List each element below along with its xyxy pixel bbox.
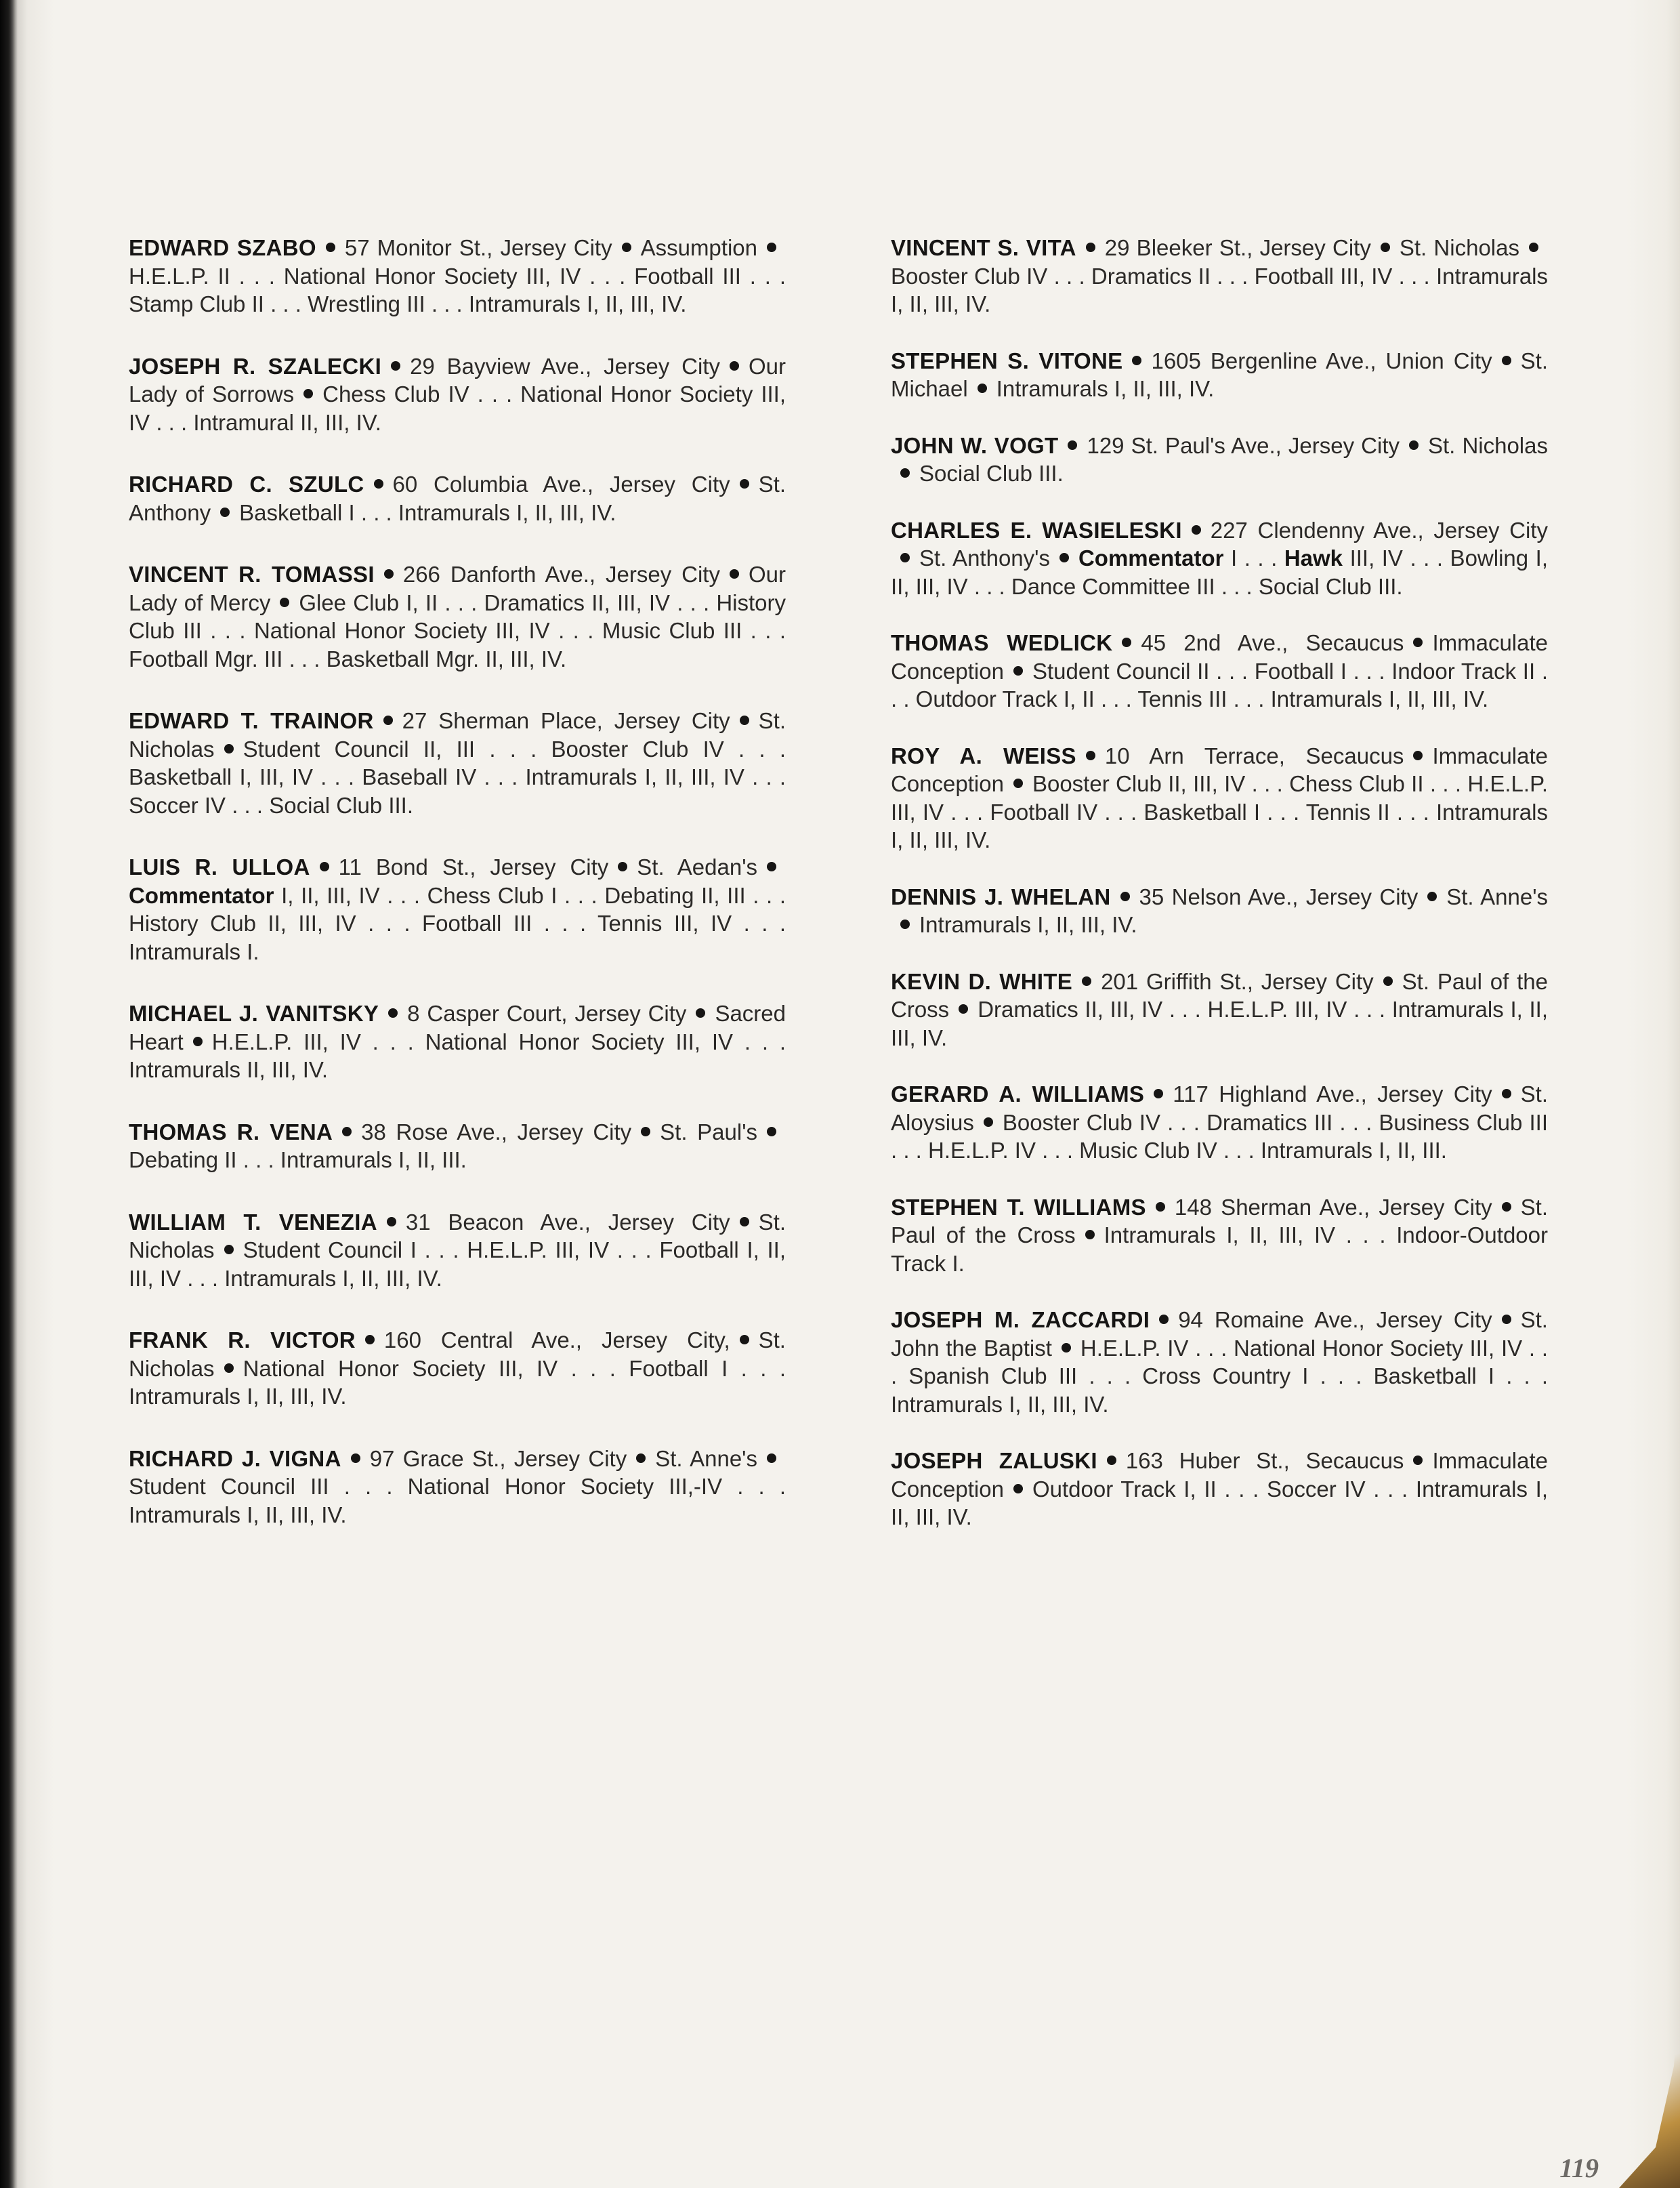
parish: St. Anne's [1446, 884, 1548, 909]
bullet-icon [1013, 1484, 1023, 1493]
address: 45 2nd Ave., Secaucus [1141, 630, 1404, 655]
address: 29 Bayview Ave., Jersey City [410, 353, 720, 379]
senior-entry [129, 1208, 786, 1293]
activities: Dramatics II, III, IV . . . H.E.L.P. III, IV . . . Intramurals I, II, III, IV. [891, 997, 1548, 1050]
address: 148 Sherman Ave., Jersey City [1174, 1194, 1492, 1220]
bullet-icon [1159, 1315, 1169, 1324]
bullet-icon [1107, 1456, 1116, 1465]
activities: I, II, III, IV . . . Chess Club I . . . Debating II, III . . . History Club II, III, IV . . . Football III . . . Tennis III, IV . . . Intramurals I. [129, 882, 786, 964]
parish: St. Nicholas [129, 1209, 786, 1262]
senior-entry [891, 234, 1548, 318]
senior-entry [891, 1447, 1548, 1531]
activity-bold: Commentator [129, 882, 274, 908]
parish: Immaculate Conception [891, 1448, 1548, 1502]
bullet-icon [1086, 751, 1095, 760]
right-column [891, 234, 1548, 1560]
parish: Immaculate Conception [891, 743, 1548, 796]
parish: St. Aedan's [637, 854, 757, 880]
student-name: LUIS R. ULLOA [129, 854, 310, 880]
student-name: EDWARD SZABO [129, 235, 316, 260]
address: 27 Sherman Place, Jersey City [402, 708, 730, 733]
senior-entry [129, 352, 786, 437]
parish: St. Anthony [129, 472, 786, 525]
bullet-icon [1086, 243, 1095, 252]
bullet-icon [730, 361, 739, 371]
activities: Chess Club IV . . . National Honor Society III, IV . . . Intramural II, III, IV. [129, 381, 786, 435]
parish: St. Michael [891, 348, 1548, 401]
student-name: JOSEPH R. SZALECKI [129, 353, 382, 379]
activities: Intramurals I, II, III, IV . . . Indoor-Outdoor Track I. [891, 1222, 1548, 1276]
bullet-icon [1154, 1089, 1163, 1098]
parish: St. Anthony's [919, 545, 1050, 571]
senior-entry [129, 1445, 786, 1529]
activities: H.E.L.P. III, IV . . . National Honor Society III, IV . . . Intramurals II, III, IV. [129, 1029, 786, 1082]
senior-entry [129, 707, 786, 819]
activities: Social Club III. [919, 461, 1064, 486]
bullet-icon [618, 862, 627, 871]
student-name: VINCENT R. TOMASSI [129, 562, 375, 587]
activities: H.E.L.P. II . . . National Honor Society III, IV . . . Football III . . . Stamp Club II . . . Wrestling III . . . Intramurals I, II, III, IV. [129, 263, 786, 316]
bullet-icon [374, 479, 383, 489]
bullet-icon [1059, 553, 1069, 562]
bullet-icon [900, 553, 910, 562]
student-name: STEPHEN T. WILLIAMS [891, 1194, 1146, 1220]
parish: Our Lady of Sorrows [129, 353, 786, 407]
bullet-icon [1068, 440, 1077, 450]
bullet-icon [767, 243, 776, 252]
bullet-icon [1409, 440, 1419, 450]
bullet-icon [636, 1453, 646, 1463]
bullet-icon [1082, 976, 1091, 986]
senior-entry [891, 1306, 1548, 1418]
address: 266 Danforth Ave., Jersey City [402, 562, 720, 587]
parish: St. Anne's [655, 1445, 757, 1471]
activities: Student Council III . . . National Honor Society III,-IV . . . Intramurals I, II, III, IV. [129, 1474, 786, 1527]
bullet-icon [978, 384, 987, 393]
bullet-icon [696, 1008, 705, 1018]
student-name: JOSEPH ZALUSKI [891, 1448, 1097, 1473]
bullet-icon [900, 920, 910, 929]
bullet-icon [1413, 1456, 1423, 1465]
bullet-icon [320, 862, 329, 871]
bullet-icon [984, 1117, 993, 1127]
page-corner-edge [1619, 1985, 1680, 2188]
bullet-icon [1502, 1089, 1511, 1098]
address: 1605 Bergenline Ave., Union City [1151, 348, 1492, 373]
address: 129 St. Paul's Ave., Jersey City [1087, 432, 1400, 458]
parish: St. Aloysius [891, 1081, 1548, 1135]
senior-entry [129, 470, 786, 527]
activities: III, IV . . . Bowling I, II, III, IV . . . Dance Committee III . . . Social Club III. [891, 545, 1548, 599]
bullet-icon [1413, 638, 1423, 647]
bullet-icon [1381, 243, 1390, 252]
activities: Debating II . . . Intramurals I, II, III. [129, 1147, 467, 1172]
senior-entry [891, 1193, 1548, 1278]
bullet-icon [740, 1335, 749, 1344]
parish: Our Lady of Mercy [129, 562, 786, 615]
bullet-icon [1132, 356, 1141, 365]
bullet-icon [224, 1245, 234, 1254]
bullet-icon [1120, 892, 1130, 901]
bullet-icon [351, 1453, 360, 1463]
activities: Student Council II . . . Football I . . . Indoor Track II . . . Outdoor Track I, II . . . Tennis III . . . Intramurals I, II, III, IV. [891, 658, 1548, 711]
senior-entry [129, 999, 786, 1084]
bullet-icon [1062, 1343, 1071, 1353]
bullet-icon [387, 1217, 396, 1226]
parish: St. Nicholas [1428, 432, 1548, 458]
activities: Glee Club I, II . . . Dramatics II, III, IV . . . History Club III . . . National Honor Society III, IV . . . Music Club III . . . Football Mgr. III . . . Basketball Mgr. II, III, IV. [129, 590, 786, 672]
activities: Intramurals I, II, III, IV. [996, 376, 1215, 401]
senior-entry [891, 516, 1548, 601]
activities: National Honor Society III, IV . . . Football I . . . Intramurals I, II, III, IV. [129, 1355, 786, 1409]
bullet-icon [1013, 779, 1023, 788]
address: 10 Arn Terrace, Secaucus [1104, 743, 1404, 768]
activities: Student Council II, III . . . Booster Club IV . . . Basketball I, III, IV . . . Baseball IV . . . Intramurals I, II, III, IV . . . Soccer IV . . . Social Club III. [129, 736, 786, 818]
bullet-icon [224, 1363, 234, 1373]
bullet-icon [326, 243, 335, 252]
bullet-icon [767, 1127, 776, 1136]
bullet-icon [193, 1037, 203, 1046]
bullet-icon [1413, 751, 1423, 760]
address: 163 Huber St., Secaucus [1125, 1448, 1404, 1473]
student-name: CHARLES E. WASIELESKI [891, 517, 1182, 543]
address: 201 Griffith St., Jersey City [1101, 968, 1374, 994]
bullet-icon [1122, 638, 1131, 647]
activities: Student Council I . . . H.E.L.P. III, IV . . . Football I, II, III, IV . . . Intramurals I, II, III, IV. [129, 1237, 786, 1291]
address: 57 Monitor St., Jersey City [344, 235, 612, 260]
address: 38 Rose Ave., Jersey City [361, 1119, 632, 1144]
activities: Booster Club IV . . . Dramatics III . . . Business Club III . . . H.E.L.P. IV . . . Music Club IV . . . Intramurals I, II, III. [891, 1109, 1548, 1163]
bullet-icon [365, 1335, 375, 1344]
student-name: EDWARD T. TRAINOR [129, 708, 374, 733]
page-number: 119 [1559, 2153, 1599, 2183]
address: 31 Beacon Ave., Jersey City [405, 1209, 730, 1235]
senior-entry [891, 883, 1548, 939]
address: 60 Columbia Ave., Jersey City [392, 472, 730, 497]
bullet-icon [740, 716, 749, 725]
bullet-icon [1427, 892, 1437, 901]
parish: Sacred Heart [129, 1001, 786, 1054]
bullet-icon [224, 744, 234, 754]
activities-mid: I . . . [1231, 545, 1278, 571]
parish: St. Nicholas [1399, 235, 1519, 260]
parish: St. Paul's [660, 1119, 757, 1144]
bullet-icon [641, 1127, 650, 1136]
bullet-icon [280, 598, 289, 607]
bullet-icon [1502, 356, 1511, 365]
student-name: JOHN W. VOGT [891, 432, 1059, 458]
senior-entry [129, 1118, 786, 1174]
student-name: JOSEPH M. ZACCARDI [891, 1307, 1150, 1332]
activities: H.E.L.P. IV . . . National Honor Society III, IV . . . Spanish Club III . . . Cross Country I . . . Basketball I . . . Intramurals I, II, III, IV. [891, 1335, 1548, 1417]
student-name: FRANK R. VICTOR [129, 1327, 356, 1353]
parish: St. John the Baptist [891, 1307, 1548, 1361]
senior-entry [129, 853, 786, 966]
student-name: RICHARD J. VIGNA [129, 1445, 341, 1471]
bullet-icon [1013, 666, 1023, 676]
bullet-icon [342, 1127, 352, 1136]
address: 35 Nelson Ave., Jersey City [1139, 884, 1419, 909]
senior-entry [129, 560, 786, 673]
bullet-icon [1502, 1315, 1511, 1324]
bullet-icon [740, 479, 749, 489]
bullet-icon [1529, 243, 1538, 252]
address: 117 Highland Ave., Jersey City [1173, 1081, 1492, 1107]
address: 97 Grace St., Jersey City [369, 1445, 627, 1471]
senior-entry [891, 347, 1548, 403]
student-name: MICHAEL J. VANITSKY [129, 1001, 379, 1026]
activity-bold-2: Hawk [1284, 545, 1343, 571]
activities: Booster Club II, III, IV . . . Chess Club II . . . H.E.L.P. III, IV . . . Football IV . . . Basketball I . . . Tennis II . . . Intramurals I, II, III, IV. [891, 771, 1548, 852]
senior-entry [891, 968, 1548, 1052]
student-name: ROY A. WEISS [891, 743, 1076, 768]
bullet-icon [391, 361, 400, 371]
bullet-icon [740, 1217, 749, 1226]
bullet-icon [1383, 976, 1393, 986]
student-name: THOMAS WEDLICK [891, 630, 1113, 655]
activities: Booster Club IV . . . Dramatics II . . . Football III, IV . . . Intramurals I, II, III, IV. [891, 263, 1548, 316]
bullet-icon [303, 389, 313, 398]
activities: Intramurals I, II, III, IV. [919, 912, 1137, 937]
parish: St. Nicholas [129, 708, 786, 762]
bullet-icon [767, 1453, 776, 1463]
parish: St. Nicholas [129, 1327, 786, 1381]
left-column [129, 234, 786, 1563]
address: 8 Casper Court, Jersey City [407, 1001, 687, 1026]
student-name: WILLIAM T. VENEZIA [129, 1209, 377, 1235]
student-name: KEVIN D. WHITE [891, 968, 1073, 994]
activity-bold: Commentator [1078, 545, 1224, 571]
bullet-icon [1156, 1202, 1165, 1212]
binding-shadow [0, 0, 18, 2188]
address: 11 Bond St., Jersey City [338, 854, 609, 880]
bullet-icon [383, 716, 393, 725]
student-name: DENNIS J. WHELAN [891, 884, 1111, 909]
student-name: RICHARD C. SZULC [129, 472, 364, 497]
senior-entry [129, 1326, 786, 1411]
bullet-icon [730, 569, 739, 579]
parish: Immaculate Conception [891, 630, 1548, 684]
student-name: VINCENT S. VITA [891, 235, 1076, 260]
bullet-icon [220, 508, 230, 517]
activities: Basketball I . . . Intramurals I, II, III, IV. [239, 499, 616, 525]
bullet-icon [388, 1008, 398, 1018]
student-name: GERARD A. WILLIAMS [891, 1081, 1145, 1107]
bullet-icon [767, 862, 776, 871]
bullet-icon [900, 468, 910, 478]
senior-entry [891, 742, 1548, 854]
bullet-icon [622, 243, 631, 252]
senior-entry [129, 234, 786, 318]
senior-entry [891, 432, 1548, 488]
bullet-icon [1192, 525, 1201, 535]
student-name: THOMAS R. VENA [129, 1119, 333, 1144]
senior-entry [891, 1080, 1548, 1165]
address: 227 Clendenny Ave., Jersey City [1210, 517, 1548, 543]
address: 29 Bleeker St., Jersey City [1104, 235, 1371, 260]
parish: St. Paul of the Cross [891, 968, 1548, 1022]
student-name: STEPHEN S. VITONE [891, 348, 1123, 373]
address: 160 Central Ave., Jersey City, [383, 1327, 730, 1353]
senior-entry [891, 629, 1548, 714]
bullet-icon [1085, 1230, 1095, 1239]
activities: Outdoor Track I, II . . . Soccer IV . . . Intramurals I, II, III, IV. [891, 1476, 1548, 1529]
parish: Assumption [640, 235, 757, 260]
address: 94 Romaine Ave., Jersey City [1178, 1307, 1492, 1332]
parish: St. Paul of the Cross [891, 1194, 1549, 1247]
bullet-icon [959, 1004, 968, 1014]
bullet-icon [384, 569, 394, 579]
bullet-icon [1502, 1202, 1511, 1212]
